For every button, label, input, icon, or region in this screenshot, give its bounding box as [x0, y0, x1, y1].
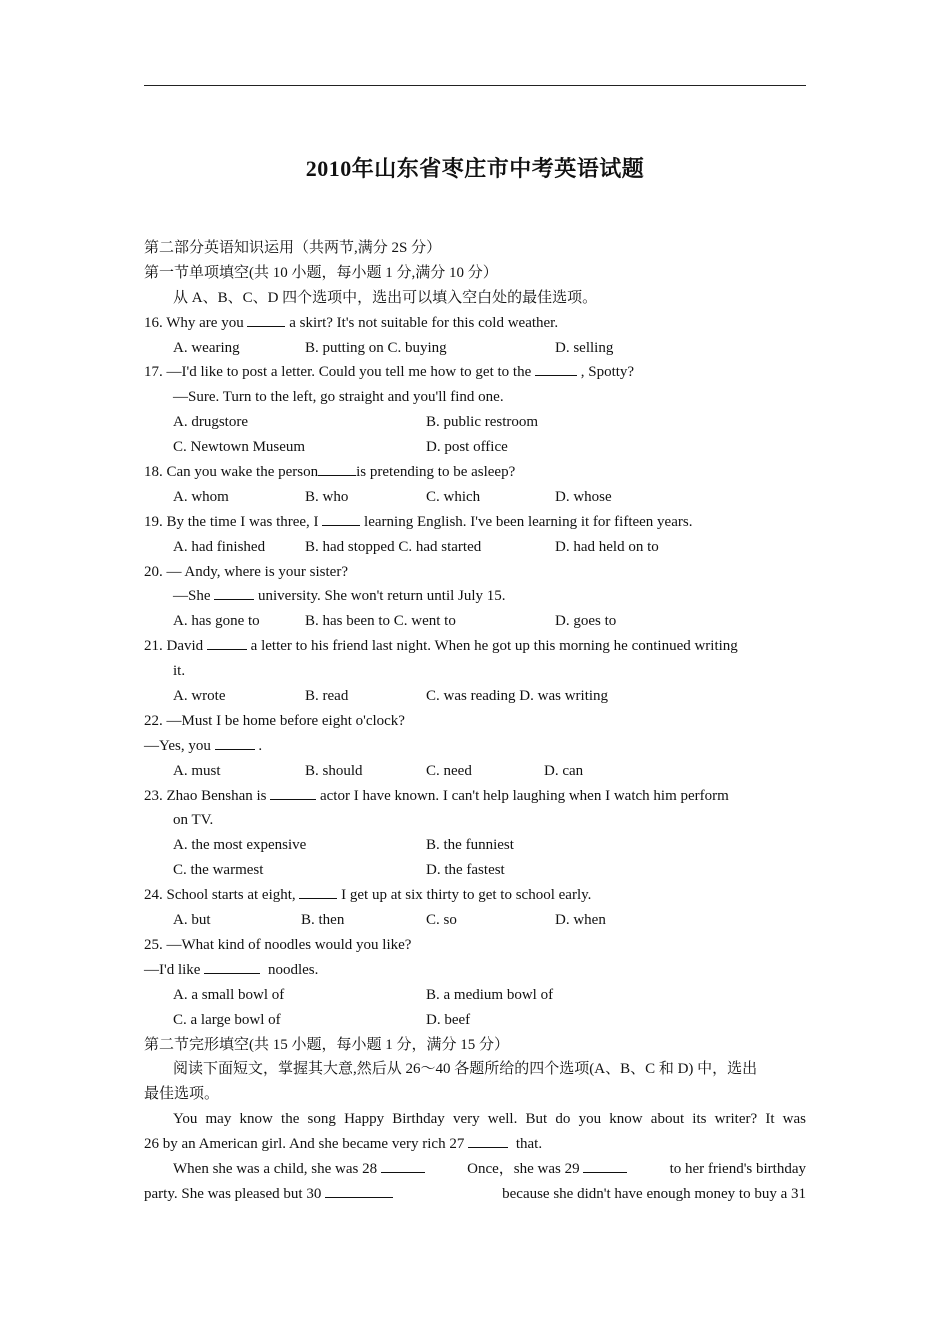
stem-text: 24. School starts at eight,: [144, 887, 296, 904]
answer-blank: [247, 311, 285, 327]
option: C. so: [426, 912, 457, 929]
reply-text: noodles.: [267, 961, 319, 978]
question-22: [144, 709, 806, 734]
reply-text: .: [258, 737, 263, 754]
answer-blank: [207, 634, 247, 650]
reply-25: [144, 958, 806, 983]
option: A. wrote: [173, 688, 226, 705]
option: C. a large bowl of: [173, 1011, 281, 1028]
option: C. was reading D. was writing: [426, 688, 609, 705]
question-20: 20. — Andy, where is your sister?: [144, 563, 348, 580]
stem-text: actor I have known. I can't help laughing when I watch him perform: [319, 787, 729, 804]
options-18: [144, 485, 806, 510]
option: C. Newtown Museum: [173, 439, 306, 456]
header-rule: [144, 85, 806, 86]
option: B. has been to C. went to: [305, 613, 456, 630]
answer-blank: [381, 1157, 425, 1173]
passage-line: You may know the song Happy Birthday very well. But do you know about its writer? It was: [173, 1111, 806, 1128]
options-24: [144, 908, 806, 933]
passage-text: to her friend's birthday: [669, 1160, 806, 1177]
option: B. a medium bowl of: [426, 986, 554, 1003]
option: A. must: [173, 762, 221, 779]
options-17: [144, 410, 806, 435]
options-23b: [144, 858, 806, 883]
reply-text: —I'd like: [144, 961, 201, 978]
reply-22: [144, 734, 806, 759]
answer-blank: [299, 883, 337, 899]
option: A. wearing: [173, 339, 240, 356]
option: D. goes to: [555, 613, 617, 630]
option: C. the warmest: [173, 862, 264, 879]
option: D. whose: [555, 488, 612, 505]
option: B. putting on C. buying: [305, 339, 447, 356]
question-18: [144, 460, 806, 485]
option: A. a small bowl of: [173, 986, 285, 1003]
section1-instruction: 从 A、B、C、D 四个选项中，选出可以填入空白处的最佳选项。: [173, 289, 598, 306]
passage-segment: [467, 1157, 627, 1182]
section1-heading: 第一节单项填空(共 10 小题，每小题 1 分,满分 10 分）: [144, 264, 498, 281]
stem-text: 22. —Must I be home before eight o'clock?: [144, 712, 405, 729]
passage-line: [144, 1157, 806, 1182]
options-19: [144, 535, 806, 560]
reply-17: —Sure. Turn to the left, go straight and you'll find one.: [173, 389, 504, 406]
option: C. which: [426, 488, 481, 505]
question-23-cont: on TV.: [173, 812, 214, 829]
stem-text: 19. By the time I was three, I: [144, 513, 319, 530]
options-23: [144, 833, 806, 858]
stem-text: 23. Zhao Benshan is: [144, 787, 267, 804]
option: A. has gone to: [173, 613, 260, 630]
reply-text: —Yes, you: [144, 737, 211, 754]
stem-text: 16. Why are you: [144, 314, 244, 331]
option: B. who: [305, 488, 349, 505]
options-20: [144, 609, 806, 634]
options-17b: [144, 435, 806, 460]
option: A. had finished: [173, 538, 266, 555]
answer-blank: [468, 1132, 508, 1148]
answer-blank: [204, 958, 260, 974]
option: A. drugstore: [173, 414, 248, 431]
option: D. selling: [555, 339, 614, 356]
option: B. the funniest: [426, 837, 514, 854]
passage-line: [144, 1132, 806, 1157]
question-25: 25. —What kind of noodles would you like?: [144, 936, 412, 953]
options-25: [144, 983, 806, 1008]
option: A. the most expensive: [173, 837, 307, 854]
option: D. can: [544, 762, 584, 779]
question-24: [144, 883, 806, 908]
answer-blank: [270, 784, 316, 800]
reply-20: [144, 584, 806, 609]
stem-text: 21. David: [144, 638, 204, 655]
stem-text: a skirt? It's not suitable for this cold weather.: [289, 314, 559, 331]
option: D. beef: [426, 1011, 471, 1028]
answer-blank: [583, 1157, 627, 1173]
stem-text: is pretending to be asleep?: [356, 464, 516, 481]
document-body: [144, 236, 806, 1207]
question-21: [144, 634, 806, 659]
section2-heading: 第二节完形填空(共 15 小题，每小题 1 分，满分 15 分）: [144, 1036, 509, 1053]
passage-segment: [173, 1157, 425, 1182]
option: A. but: [173, 912, 211, 929]
options-25b: [144, 1008, 806, 1033]
option: B. should: [305, 762, 363, 779]
answer-blank: [214, 584, 254, 600]
passage-text: When she was a child, she was 28: [173, 1160, 378, 1177]
stem-text: a letter to his friend last night. When he got up this morning he continued writing: [250, 638, 738, 655]
passage-text: because she didn't have enough money to buy a 31: [502, 1185, 806, 1202]
answer-blank: [325, 1182, 393, 1198]
stem-text: I get up at six thirty to get to school early.: [341, 887, 592, 904]
options-16: [144, 336, 806, 361]
option: D. post office: [426, 439, 508, 456]
option: D. the fastest: [426, 862, 505, 879]
question-16: [144, 311, 806, 336]
stem-text: 18. Can you wake the person: [144, 464, 319, 481]
page-title: 2010年山东省枣庄市中考英语试题: [305, 156, 645, 181]
reply-text: university. She won't return until July 15.: [258, 588, 506, 605]
answer-blank: [215, 734, 255, 750]
question-19: [144, 510, 806, 535]
passage-line: [144, 1182, 806, 1207]
passage-text: that.: [515, 1136, 543, 1153]
option: B. read: [305, 688, 349, 705]
stem-text: learning English. I've been learning it for fifteen years.: [364, 513, 693, 530]
answer-blank: [322, 510, 360, 526]
section2-instruction: 阅读下面短文，掌握其大意,然后从 26～40 各题所给的四个选项(A、B、C 和 D) 中，选出: [173, 1061, 758, 1078]
answer-blank: [535, 360, 577, 376]
options-22: [144, 759, 806, 784]
passage-text: 26 by an American girl. And she became very rich 27: [144, 1136, 465, 1153]
stem-text: , Spotty?: [580, 364, 635, 381]
passage-text: Once，she was 29: [467, 1160, 580, 1177]
stem-text: 17. —I'd like to post a letter. Could you tell me how to get to the: [144, 364, 532, 381]
option: A. whom: [173, 488, 229, 505]
part-heading: 第二部分英语知识运用（共两节,满分 2S 分）: [144, 240, 442, 256]
question-17: [144, 360, 806, 385]
question-21-cont: it.: [173, 663, 186, 680]
passage-segment: [144, 1182, 393, 1207]
answer-blank: [318, 460, 356, 476]
option: B. public restroom: [426, 414, 539, 431]
reply-text: —She: [173, 588, 211, 605]
option: D. had held on to: [555, 538, 659, 555]
option: D. when: [555, 912, 606, 929]
option: B. then: [301, 912, 345, 929]
options-21: [144, 684, 806, 709]
option: C. need: [426, 762, 472, 779]
option: B. had stopped C. had started: [305, 538, 482, 555]
question-23: [144, 784, 806, 809]
section2-instruction-cont: 最佳选项。: [144, 1086, 220, 1103]
passage-text: party. She was pleased but 30: [144, 1185, 322, 1202]
